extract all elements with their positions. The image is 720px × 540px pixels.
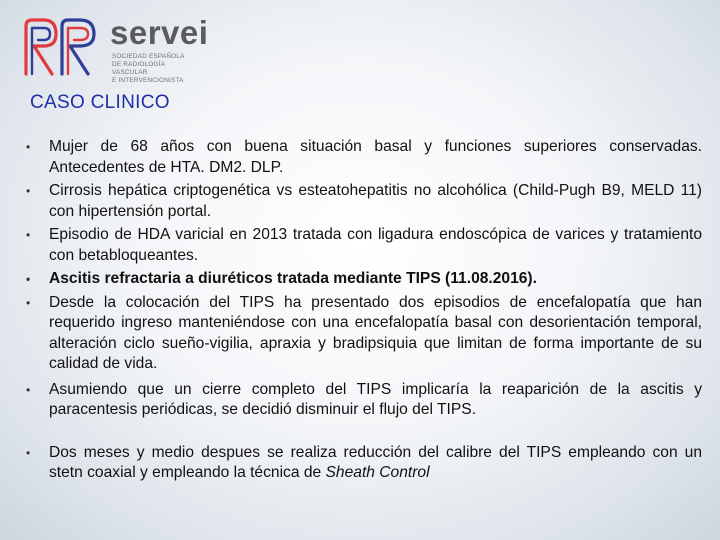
slide-title: CASO CLINICO bbox=[30, 92, 170, 113]
list-item bbox=[22, 380, 702, 421]
bullet-text: Ascitis refractaria a diuréticos tratada mediante TIPS (11.08.2016). bbox=[49, 270, 537, 287]
bullet-dot-icon: • bbox=[26, 272, 31, 286]
bullet-text: Asumiendo que un cierre completo del TIPS implicaría la reaparición de la ascitis y paracentesis periódicas, se decidió disminuir el flujo del TIPS. bbox=[49, 380, 702, 418]
list-item bbox=[22, 181, 702, 222]
servei-logo bbox=[22, 12, 209, 84]
bullet-text: Dos meses y medio despues se realiza reducción del calibre del TIPS empleando con un stetn coaxial y empleando la técnica de bbox=[49, 443, 702, 481]
bullet-emphasis: Sheath Control bbox=[325, 464, 430, 481]
rs-monogram-icon bbox=[22, 16, 104, 78]
bullet-text: Mujer de 68 años con buena situación basal y funciones superiores conservadas. Antecedentes de HTA. DM2. DLP. bbox=[49, 138, 702, 176]
bullet-text: Cirrosis hepática criptogenética vs esteatohepatitis no alcohólica (Child-Pugh B9, MELD 11) con hipertensión portal. bbox=[49, 182, 702, 220]
bullet-text: Desde la colocación del TIPS ha presentado dos episodios de encefalopatía que han requerido ingreso manteniéndose con una encefalopatía basal con desorientación temporal, alteración ciclo sueño-vigilia, apraxia y bradipsiquia que limitan de forma importante de su calidad de vida. bbox=[49, 293, 702, 372]
brand-name: servei bbox=[110, 14, 209, 51]
brand-line: E INTERVENCIONISTA bbox=[112, 77, 184, 84]
list-item bbox=[22, 137, 702, 178]
brand-line: SOCIEDAD ESPAÑOLA bbox=[112, 53, 185, 60]
bullet-dot-icon: • bbox=[26, 184, 31, 198]
bullet-dot-icon: • bbox=[26, 445, 31, 460]
bullet-dot-icon: • bbox=[26, 382, 31, 397]
bullet-list bbox=[22, 137, 702, 487]
bullet-dot-icon: • bbox=[26, 228, 31, 242]
bullet-dot-icon: • bbox=[26, 140, 31, 154]
list-item bbox=[22, 443, 702, 484]
list-item bbox=[22, 293, 702, 375]
list-item bbox=[22, 225, 702, 266]
brand-line: VASCULAR bbox=[112, 69, 148, 76]
list-item bbox=[22, 269, 702, 290]
brand-line: DE RADIOLOGÍA bbox=[112, 61, 166, 68]
bullet-text: Episodio de HDA varicial en 2013 tratada con ligadura endoscópica de varices y tratamiento con betabloqueantes. bbox=[49, 226, 702, 264]
bullet-dot-icon: • bbox=[26, 295, 31, 310]
brand-subtitle bbox=[112, 53, 185, 85]
